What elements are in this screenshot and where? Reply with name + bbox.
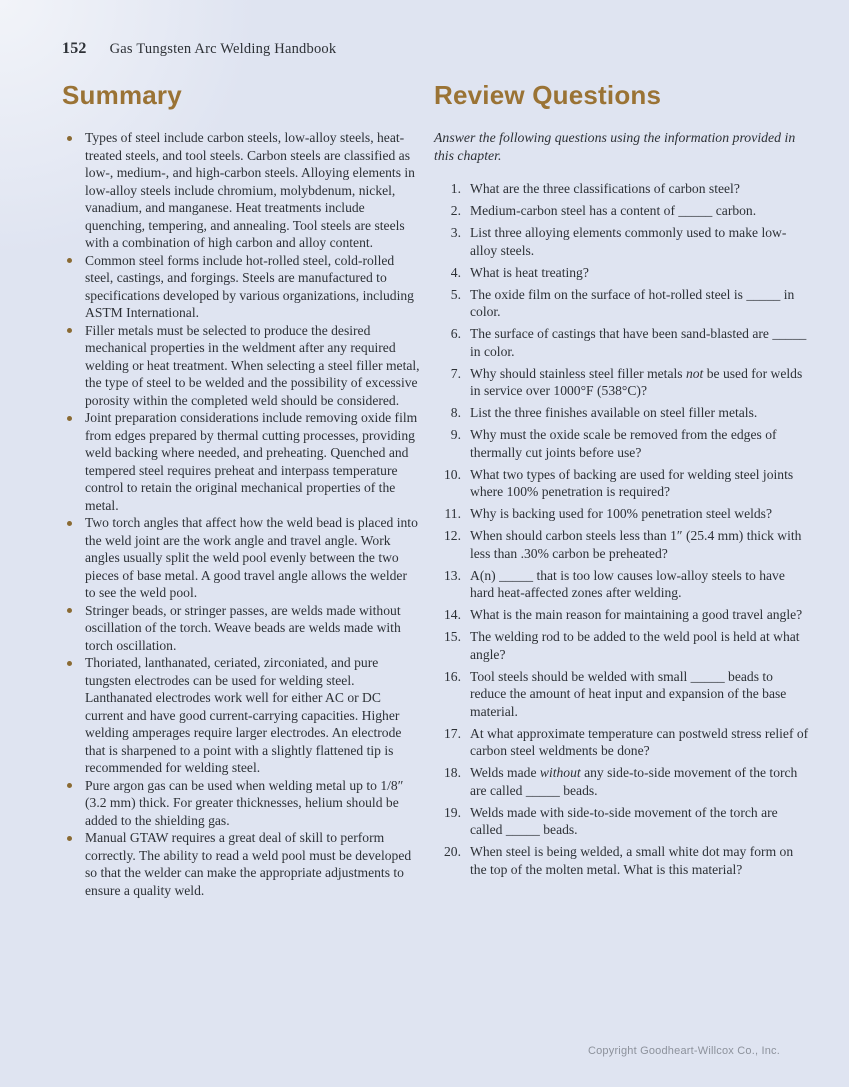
question-text-segment: List three alloying elements commonly used to make low-alloy steels. (470, 225, 787, 258)
review-question-item (434, 466, 812, 501)
summary-bullet-item: Joint preparation considerations include removing oxide film from edges prepared by thermal cutting processes, providing weld backing where needed, and preheating. Quenched and tempered steel requires preheat and interpass temperature control to retain the original mechanical properties of the metal. (62, 409, 420, 514)
question-number: 5. (450, 286, 461, 302)
question-text-segment: When steel is being welded, a small white dot may form on the top of the molten metal. What is this material? (470, 844, 794, 877)
question-text-segment: What are the three classifications of carbon steel? (470, 181, 740, 196)
summary-bullet-item: Types of steel include carbon steels, low-alloy steels, heat-treated steels, and tool steels. Carbon steels are classified as low-, medium-, and high-carbon steels. Alloying elements in low-alloy steels include chromium, molybdenum, nickel, vanadium, and manganese. Heat treatments include quenching, tempering, and annealing. Tool steels are steels with a combination of high carbon and alloy content. (62, 129, 420, 252)
review-question-item (434, 527, 812, 562)
summary-bullet-item: Stringer beads, or stringer passes, are welds made without oscillation of the torch. Weave beads are welds made with torch oscillation. (62, 602, 420, 655)
summary-bullet-item: Filler metals must be selected to produce the desired mechanical properties in the weldment after any required welding or heat treatment. When selecting a steel filler metal, the type of steel to be welded and the possibility of excessive porosity within the completed weld should be considered. (62, 322, 420, 410)
question-text (470, 567, 812, 602)
question-number: 12. (444, 528, 461, 543)
question-number: 18. (444, 765, 461, 780)
summary-heading: Summary (62, 80, 182, 110)
review-question-item (434, 224, 812, 259)
question-text (470, 804, 812, 839)
question-text-segment: The surface of castings that have been sand-blasted are _____ in color. (470, 326, 807, 359)
review-question-item (434, 202, 812, 220)
question-text (470, 527, 812, 562)
question-text (470, 466, 812, 501)
question-number: 20. (444, 844, 461, 859)
review-question-item (434, 668, 812, 721)
question-number: 14. (444, 607, 461, 622)
question-text (470, 843, 812, 878)
question-number: 3. (450, 225, 461, 240)
review-question-item (434, 725, 812, 760)
question-number: 19. (444, 804, 461, 820)
question-text-italic: not (685, 365, 704, 381)
review-question-item (434, 286, 812, 321)
question-text-segment: Why is backing used for 100% penetration steel welds? (470, 506, 772, 521)
question-text (470, 224, 812, 259)
review-question-item (434, 843, 812, 878)
question-text-segment: any side-to-side movement of the torch are called _____ beads. (470, 765, 798, 798)
page-number: 152 (62, 40, 87, 57)
page-header (62, 40, 812, 58)
question-number: 13. (444, 567, 461, 583)
review-question-item (434, 264, 812, 282)
summary-bullet-item: Manual GTAW requires a great deal of skill to perform correctly. The ability to read a weld pool must be developed so that the welder can make the appropriate adjustments to ensure a quality weld. (62, 829, 420, 899)
summary-bullet-item: Thoriated, lanthanated, ceriated, zirconiated, and pure tungsten electrodes can be used for welding steel. Lanthanated electrodes work well for either AC or DC current and have good current-carrying capacities. Higher welding amperages require larger electrodes. An electrode that is sharpened to a point with a slightly flattened tip is recommended for welding steel. (62, 654, 420, 777)
copyright-footer (588, 1045, 780, 1057)
question-text (470, 764, 812, 799)
review-question-item (434, 567, 812, 602)
question-text-segment: Why should stainless steel filler metals (470, 365, 686, 381)
review-questions-section (434, 80, 812, 899)
review-question-item (434, 365, 812, 400)
question-text-segment: List the three finishes available on steel filler metals. (470, 405, 758, 420)
question-text-segment: Why must the oxide scale be removed from the edges of thermally cut joints before use? (470, 427, 777, 460)
question-number: 4. (450, 264, 461, 280)
question-text-segment: be used for welds in service over 1000°F (538°C)? (470, 365, 803, 398)
summary-section (62, 80, 420, 899)
question-number: 10. (444, 466, 461, 482)
review-question-item (434, 764, 812, 799)
question-text-segment: A(n) _____ that is too low causes low-alloy steels to have hard heat-affected zones after welding. (470, 567, 785, 600)
question-text (470, 606, 812, 624)
question-number: 17. (444, 725, 461, 741)
review-question-item (434, 606, 812, 624)
question-text (470, 180, 812, 198)
question-text (470, 505, 812, 523)
question-number: 2. (450, 203, 461, 218)
question-text (470, 286, 812, 321)
question-number: 11. (444, 506, 461, 521)
question-number: 6. (450, 326, 461, 341)
review-question-item (434, 628, 812, 663)
question-text (470, 202, 812, 220)
question-text (470, 725, 812, 760)
review-question-list (434, 180, 812, 878)
summary-bullet-item: Common steel forms include hot-rolled steel, cold-rolled steel, castings, and forgings. Steels are manufactured to specifications developed by various organizations, including ASTM International. (62, 252, 420, 322)
question-number: 7. (450, 365, 461, 381)
question-text (470, 668, 812, 721)
question-text (470, 628, 812, 663)
review-intro-text: Answer the following questions using the information provided in this chapter. (434, 130, 796, 163)
question-text-segment: Welds made with side-to-side movement of the torch are called _____ beads. (470, 804, 778, 837)
question-text (470, 404, 812, 422)
question-text (470, 264, 812, 282)
summary-bullet-list (62, 129, 420, 899)
question-text-segment: What two types of backing are used for welding steel joints where 100% penetration is required? (470, 466, 794, 499)
review-question-item (434, 505, 812, 523)
question-number: 15. (444, 629, 461, 644)
question-text-segment: What is the main reason for maintaining a good travel angle? (470, 607, 803, 622)
question-text-segment: Welds made (470, 765, 540, 780)
question-text-italic: without (539, 765, 581, 780)
question-text-segment: At what approximate temperature can postweld stress relief of carbon steel weldments be done? (470, 725, 809, 758)
review-question-item (434, 404, 812, 422)
question-number: 16. (444, 668, 461, 684)
question-text-segment: The oxide film on the surface of hot-rolled steel is _____ in color. (470, 286, 795, 319)
question-text-segment: The welding rod to be added to the weld pool is held at what angle? (470, 629, 800, 662)
book-title: Gas Tungsten Arc Welding Handbook (109, 41, 337, 57)
question-text-segment: Tool steels should be welded with small _____ beads to reduce the amount of heat input and expansion of the base material. (470, 668, 787, 719)
summary-bullet-item: Two torch angles that affect how the weld bead is placed into the weld joint are the work angle and travel angle. Work angles usually split the weld pool evenly between the two pieces of base metal. A good travel angle allows the welder to see the weld pool. (62, 514, 420, 602)
question-text-segment: What is heat treating? (470, 264, 589, 280)
review-question-item (434, 426, 812, 461)
summary-bullet-item: Pure argon gas can be used when welding metal up to 1/8″ (3.2 mm) thick. For greater thicknesses, helium should be added to the shielding gas. (62, 777, 420, 830)
review-question-item (434, 804, 812, 839)
question-text (470, 426, 812, 461)
review-questions-heading: Review Questions (434, 80, 662, 110)
question-text (470, 365, 812, 400)
question-number: 1. (450, 181, 461, 196)
review-question-item (434, 180, 812, 198)
copyright-text: Copyright Goodheart-Willcox Co., Inc. (587, 1045, 780, 1057)
question-text-segment: Medium-carbon steel has a content of _____ carbon. (470, 203, 757, 218)
question-number: 9. (450, 427, 461, 442)
question-number: 8. (450, 405, 461, 420)
question-text (470, 325, 812, 360)
two-column-layout (62, 80, 812, 899)
review-question-item (434, 325, 812, 360)
question-text-segment: When should carbon steels less than 1″ (25.4 mm) thick with less than .30% carbon be preheated? (470, 528, 802, 561)
